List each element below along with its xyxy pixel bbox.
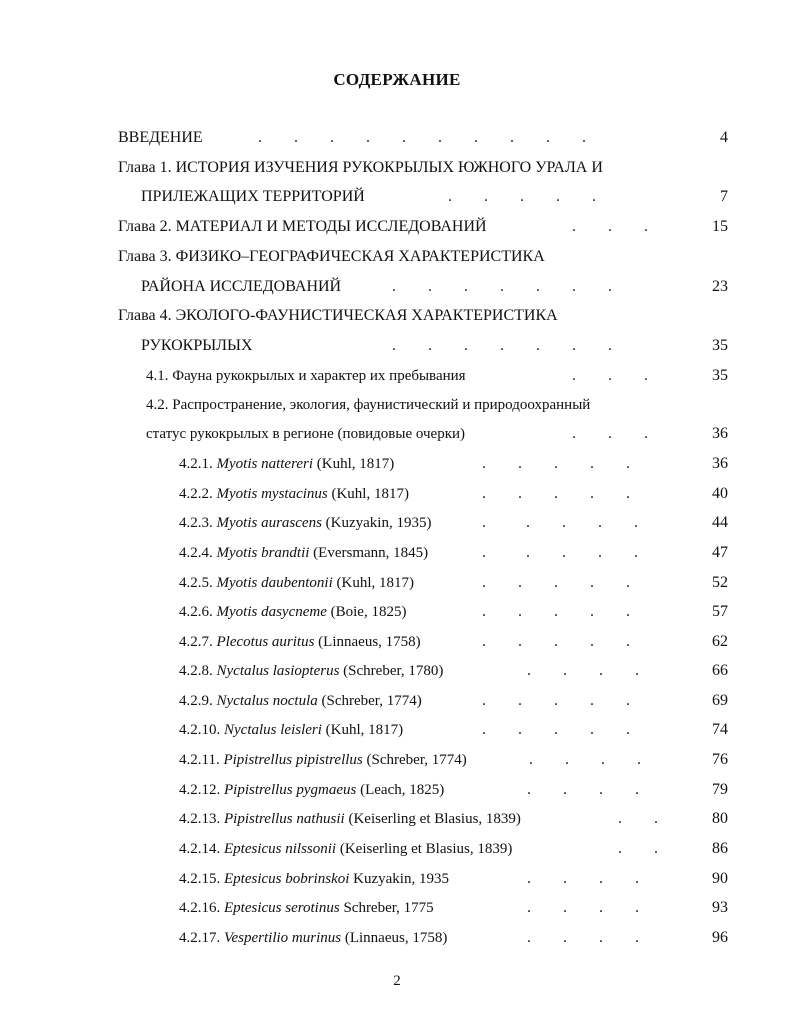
toc-entry-text: РАЙОНА ИССЛЕДОВАНИЙ [141, 278, 342, 295]
toc-entry-chapter-2 [118, 217, 487, 237]
species-author: (Kuhl, 1817) [336, 575, 414, 591]
species-author: (Kuhl, 1817) [316, 456, 395, 472]
toc-page-number: 66 [712, 662, 728, 679]
species-name: Pipistrellus pygmaeus [224, 782, 357, 798]
species-author: (Kuhl, 1817) [325, 722, 404, 738]
species-number: 4.2.1. [179, 456, 213, 472]
toc-page-number: 35 [712, 367, 728, 384]
dot-leader: . . [618, 810, 658, 827]
species-author: (Kuzyakin, 1935) [325, 515, 432, 531]
dot-leader: . . . . [527, 781, 639, 798]
species-number: 4.2.12. [179, 782, 221, 798]
species-name: Pipistrellus nathusii [224, 811, 345, 827]
dot-leader: . . . . . [482, 514, 638, 531]
species-name: Myotis mystacinus [216, 486, 328, 502]
species-author: (Schreber, 1774) [321, 693, 422, 709]
toc-entry-chapter-3 [118, 247, 545, 267]
dot-leader: . . . . . . . [392, 278, 612, 295]
toc-page-number: 79 [712, 781, 728, 798]
species-author: Kuzyakin, 1935 [353, 871, 449, 887]
dot-leader: . . . . [529, 751, 641, 768]
toc-entry-text: Глава 1. ИСТОРИЯ ИЗУЧЕНИЯ РУКОКРЫЛЫХ ЮЖНОГО УРАЛА И [118, 159, 603, 176]
species-name: Nyctalus lasiopterus [216, 663, 340, 679]
toc-page-number: 96 [712, 929, 728, 946]
toc-page-number: 52 [712, 574, 728, 591]
species-author: (Eversmann, 1845) [313, 545, 429, 561]
species-number: 4.2.5. [179, 575, 213, 591]
species-entry [179, 543, 428, 563]
species-author: (Schreber, 1774) [366, 752, 467, 768]
species-entry [179, 720, 403, 740]
dot-leader: . . . . . . . [392, 337, 612, 354]
dot-leader: . . . [572, 367, 648, 384]
dot-leader: . . . . . [482, 455, 630, 472]
toc-page-number: 36 [712, 455, 728, 472]
dot-leader: . . . . . [482, 603, 630, 620]
toc-entry-section-4-1 [146, 366, 466, 386]
species-number: 4.2.11. [179, 752, 220, 768]
species-name: Eptesicus serotinus [224, 900, 340, 916]
toc-page-number: 93 [712, 899, 728, 916]
toc-entry-text: ВВЕДЕНИЕ [118, 129, 203, 146]
toc-page-number: 35 [712, 337, 728, 354]
toc-entry-text: Глава 2. МАТЕРИАЛ И МЕТОДЫ ИССЛЕДОВАНИЙ [118, 218, 487, 235]
species-number: 4.2.10. [179, 722, 221, 738]
dot-leader: . . . . . . . . . . [258, 129, 586, 146]
species-entry [179, 898, 434, 918]
species-number: 4.2.7. [179, 634, 213, 650]
toc-page-number: 57 [712, 603, 728, 620]
species-entry [179, 484, 409, 504]
species-name: Myotis nattereri [216, 456, 314, 472]
toc-page-number: 80 [712, 810, 728, 827]
species-name: Plecotus auritus [216, 634, 315, 650]
dot-leader: . . . . . [482, 485, 630, 502]
toc-page-number: 74 [712, 721, 728, 738]
species-name: Pipistrellus pipistrellus [223, 752, 363, 768]
toc-page-number: 36 [712, 425, 728, 442]
species-author: (Boie, 1825) [330, 604, 407, 620]
toc-page-number: 4 [720, 129, 728, 146]
species-entry [179, 928, 447, 948]
dot-leader: . . . [572, 218, 648, 235]
species-name: Nyctalus leisleri [224, 722, 322, 738]
dot-leader: . . . . . [482, 633, 630, 650]
species-author: Schreber, 1775 [343, 900, 434, 916]
page-title: СОДЕРЖАНИЕ [333, 70, 461, 89]
toc-entry-text: Глава 3. ФИЗИКО–ГЕОГРАФИЧЕСКАЯ ХАРАКТЕРИСТИКА [118, 248, 545, 265]
toc-entry-text: 4.2. Распространение, экология, фаунистический и природоохранный [146, 397, 591, 413]
dot-leader: . . . . . [482, 544, 638, 561]
toc-entry-intro [118, 128, 203, 148]
toc-entry-text: статус рукокрылых в регионе (повидовые очерки) [146, 426, 465, 442]
toc-page-number: 40 [712, 485, 728, 502]
toc-page-number: 69 [712, 692, 728, 709]
species-name: Vespertilio murinus [224, 930, 342, 946]
species-entry [179, 780, 444, 800]
species-entry [179, 661, 443, 681]
species-author: (Kuhl, 1817) [331, 486, 409, 502]
species-number: 4.2.17. [179, 930, 221, 946]
toc-page-number: 76 [712, 751, 728, 768]
species-entry [179, 750, 467, 770]
toc-entry-text: ПРИЛЕЖАЩИХ ТЕРРИТОРИЙ [141, 188, 365, 205]
dot-leader: . . . . . [482, 692, 630, 709]
toc-entry-text: Глава 4. ЭКОЛОГО-ФАУНИСТИЧЕСКАЯ ХАРАКТЕРИСТИКА [118, 307, 558, 324]
toc-entry-chapter-1 [118, 158, 603, 178]
toc-page-number: 7 [720, 188, 728, 205]
species-name: Eptesicus nilssonii [224, 841, 337, 857]
species-number: 4.2.4. [179, 545, 213, 561]
toc-page-number: 62 [712, 633, 728, 650]
species-author: (Schreber, 1780) [343, 663, 444, 679]
toc-entry-text: 4.1. Фауна рукокрылых и характер их пребывания [146, 368, 466, 384]
species-author: (Linnaeus, 1758) [318, 634, 421, 650]
page-number-footer: 2 [393, 973, 401, 989]
species-name: Eptesicus bobrinskoi [224, 871, 350, 887]
species-number: 4.2.16. [179, 900, 221, 916]
species-number: 4.2.14. [179, 841, 221, 857]
species-name: Nyctalus noctula [216, 693, 318, 709]
dot-leader: . . [618, 840, 658, 857]
species-number: 4.2.15. [179, 871, 221, 887]
species-number: 4.2.8. [179, 663, 213, 679]
toc-page-number: 47 [712, 544, 728, 561]
species-entry [179, 632, 421, 652]
species-number: 4.2.3. [179, 515, 213, 531]
species-entry [179, 691, 422, 711]
toc-entry-chapter-4 [118, 306, 558, 326]
toc-page-number: 90 [712, 870, 728, 887]
dot-leader: . . . . . [482, 721, 630, 738]
species-entry [179, 573, 414, 593]
species-author: (Keiserling et Blasius, 1839) [348, 811, 521, 827]
dot-leader: . . . . [527, 870, 639, 887]
species-entry [179, 513, 431, 533]
dot-leader: . . . . [527, 662, 639, 679]
toc-page-number: 23 [712, 278, 728, 295]
species-number: 4.2.2. [179, 486, 213, 502]
toc-entry-chapter-1-cont [141, 187, 365, 207]
species-name: Myotis daubentonii [216, 575, 333, 591]
species-number: 4.2.13. [179, 811, 221, 827]
dot-leader: . . . . [527, 899, 639, 916]
species-number: 4.2.6. [179, 604, 213, 620]
species-number: 4.2.9. [179, 693, 213, 709]
species-entry [179, 839, 512, 859]
species-entry [179, 602, 406, 622]
species-author: (Keiserling et Blasius, 1839) [339, 841, 513, 857]
dot-leader: . . . . [527, 929, 639, 946]
species-author: (Linnaeus, 1758) [344, 930, 448, 946]
species-entry [179, 809, 521, 829]
toc-entry-section-4-2-cont [146, 424, 465, 444]
toc-page-number: 44 [712, 514, 728, 531]
toc-entry-text: РУКОКРЫЛЫХ [141, 337, 253, 354]
species-entry [179, 869, 449, 889]
dot-leader: . . . . . [482, 574, 630, 591]
toc-page-number: 15 [712, 218, 728, 235]
species-name: Myotis aurascens [216, 515, 322, 531]
species-name: Myotis dasycneme [216, 604, 327, 620]
toc-entry-section-4-2 [146, 395, 590, 415]
dot-leader: . . . . . [448, 188, 596, 205]
species-name: Myotis brandtii [216, 545, 310, 561]
species-author: (Leach, 1825) [360, 782, 445, 798]
dot-leader: . . . [572, 425, 648, 442]
toc-entry-chapter-4-cont [141, 336, 253, 356]
toc-page-number: 86 [712, 840, 728, 857]
toc-entry-chapter-3-cont [141, 277, 341, 297]
species-entry [179, 454, 394, 474]
